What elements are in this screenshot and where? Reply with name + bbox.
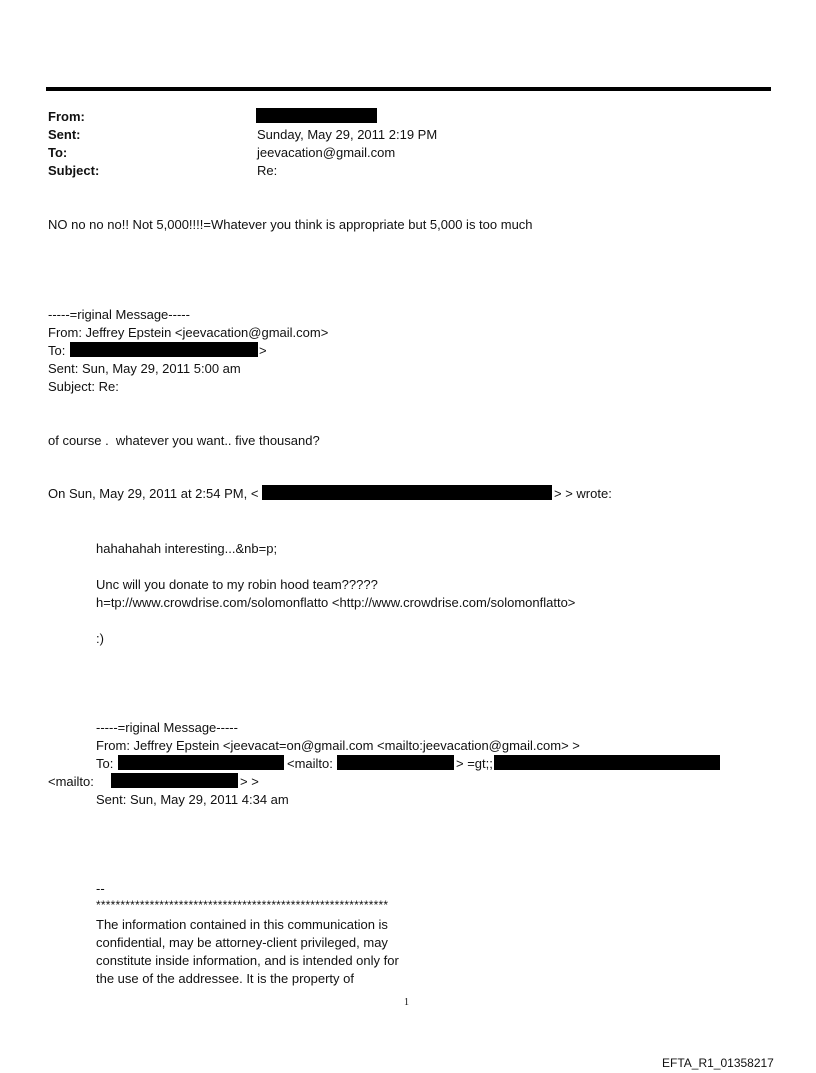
redaction-from xyxy=(256,108,377,123)
sent-label: Sent: xyxy=(48,127,81,142)
sent-value: Sunday, May 29, 2011 2:19 PM xyxy=(257,127,438,142)
quote2-divider: -----=riginal Message----- xyxy=(96,720,238,735)
subject-label: Subject: xyxy=(48,163,100,178)
attribution-suffix: > > wrote: xyxy=(554,486,612,501)
attribution-prefix: On Sun, May 29, 2011 at 2:54 PM, < xyxy=(48,486,259,501)
disclaimer-dashes: -- xyxy=(96,881,105,896)
redaction-quote1-to xyxy=(70,342,258,357)
disclaimer-line4: the use of the addressee. It is the property of xyxy=(96,971,354,986)
quote2-mailto2: <mailto: xyxy=(48,774,94,789)
quote1-text: of course . whatever you want.. five thousand? xyxy=(48,433,320,448)
disclaimer-line2: confidential, may be attorney-client privileged, may xyxy=(96,935,388,950)
quote2-mailto: <mailto: xyxy=(287,756,333,771)
quote1-from: From: Jeffrey Epstein <jeevacation@gmail.com> xyxy=(48,325,329,340)
document-id: EFTA_R1_01358217 xyxy=(662,1056,774,1070)
to-label: To: xyxy=(48,145,68,160)
quote1-to-suffix: > xyxy=(259,343,267,358)
quote2-link: h=tp://www.crowdrise.com/solomonflatto <http://www.crowdrise.com/solomonflatto> xyxy=(96,595,576,610)
quote1-to-label: To: xyxy=(48,343,66,358)
from-label: From: xyxy=(48,109,85,124)
disclaimer-stars: ************************************************************ xyxy=(96,898,389,912)
quote1-subject: Subject: Re: xyxy=(48,379,119,394)
redaction-attribution xyxy=(262,485,552,500)
redaction-quote2-to xyxy=(118,755,284,770)
quote2-gt: > =gt;; xyxy=(456,756,493,771)
header-rule xyxy=(46,87,771,91)
reply-text: NO no no no!! Not 5,000!!!!=Whatever you think is appropriate but 5,000 is too much xyxy=(48,217,533,232)
quote2-from: From: Jeffrey Epstein <jeevacat=on@gmail.com <mailto:jeevacation@gmail.com> > xyxy=(96,738,580,753)
subject-value: Re: xyxy=(257,163,278,178)
redaction-quote2-mailto xyxy=(337,755,454,770)
quote2-line1: hahahahah interesting...&nb=p; xyxy=(96,541,278,556)
disclaimer-line3: constitute inside information, and is intended only for xyxy=(96,953,399,968)
redaction-quote2-extra xyxy=(494,755,720,770)
disclaimer-line1: The information contained in this communication is xyxy=(96,917,388,932)
quote2-line2: Unc will you donate to my robin hood team????? xyxy=(96,577,378,592)
quote2-sent: Sent: Sun, May 29, 2011 4:34 am xyxy=(96,792,289,807)
page-number: 1 xyxy=(404,997,409,1008)
quote1-sent: Sent: Sun, May 29, 2011 5:00 am xyxy=(48,361,241,376)
quote2-to-label: To: xyxy=(96,756,114,771)
quote2-mailto2-suffix: > > xyxy=(240,774,259,789)
quote2-smiley: :) xyxy=(96,631,104,646)
quote1-divider: -----=riginal Message----- xyxy=(48,307,190,322)
to-value: jeevacation@gmail.com xyxy=(257,145,396,160)
redaction-quote2-mailto2 xyxy=(111,773,238,788)
